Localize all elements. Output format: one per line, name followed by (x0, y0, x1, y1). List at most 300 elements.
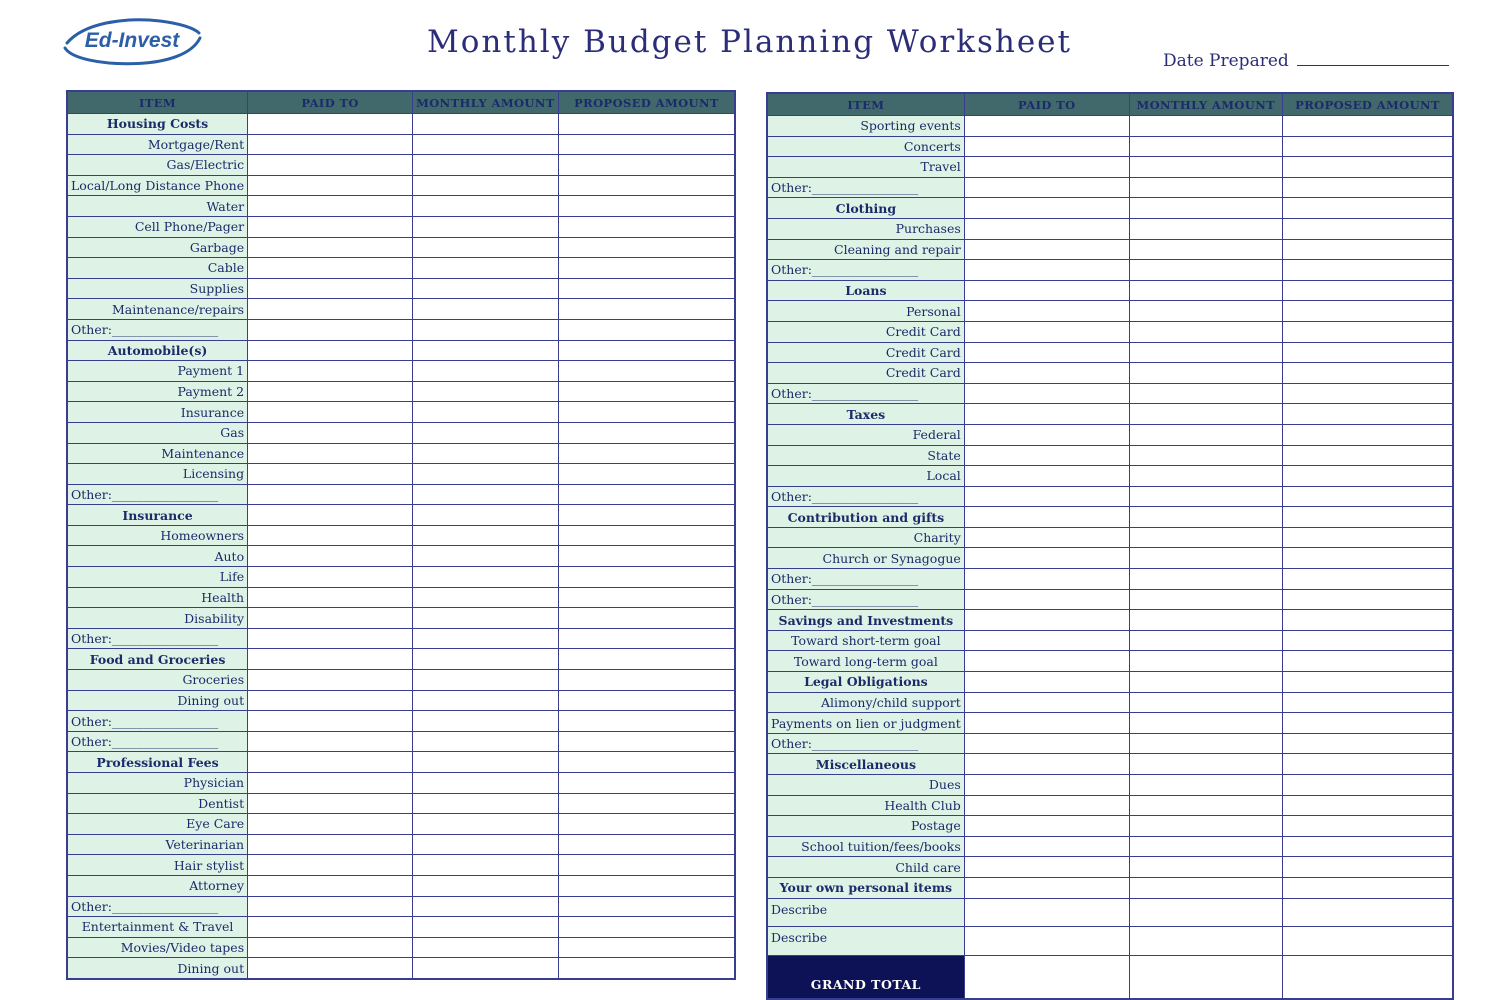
table-row (767, 218, 1453, 239)
monthly-amount-entry-cell[interactable] (413, 670, 559, 691)
paid-to-entry-cell[interactable] (964, 321, 1129, 342)
item-label-cell: Describe (767, 898, 964, 927)
proposed-amount-entry-cell[interactable] (558, 340, 735, 361)
proposed-amount-entry-cell[interactable] (1282, 610, 1453, 631)
monthly-amount-entry-cell[interactable] (413, 834, 559, 855)
paid-to-entry-cell[interactable] (248, 464, 413, 485)
item-label-cell: Health Club (767, 795, 964, 816)
proposed-amount-entry-cell[interactable] (558, 875, 735, 896)
proposed-amount-entry-cell[interactable] (558, 690, 735, 711)
paid-to-entry-cell[interactable] (964, 136, 1129, 157)
monthly-amount-entry-cell[interactable] (413, 340, 559, 361)
proposed-amount-entry-cell[interactable] (1282, 363, 1453, 384)
paid-to-entry-cell[interactable] (248, 608, 413, 629)
grand-total-label: GRAND TOTAL (767, 955, 964, 999)
monthly-amount-entry-cell[interactable] (1129, 610, 1282, 631)
paid-to-entry-cell[interactable] (248, 278, 413, 299)
monthly-amount-entry-cell[interactable] (1129, 630, 1282, 651)
paid-to-entry-cell[interactable] (964, 795, 1129, 816)
proposed-amount-entry-cell[interactable] (558, 628, 735, 649)
proposed-amount-entry-cell[interactable] (558, 711, 735, 732)
monthly-amount-entry-cell[interactable] (413, 855, 559, 876)
paid-to-entry-cell[interactable] (248, 525, 413, 546)
monthly-amount-entry-cell[interactable] (1129, 795, 1282, 816)
item-label-cell: Veterinarian (67, 834, 248, 855)
paid-to-entry-cell[interactable] (248, 937, 413, 958)
proposed-amount-entry-cell[interactable] (558, 237, 735, 258)
monthly-amount-entry-cell[interactable] (1129, 857, 1282, 878)
table-row (67, 525, 735, 546)
monthly-amount-entry-cell[interactable] (413, 258, 559, 279)
paid-to-entry-cell[interactable] (248, 258, 413, 279)
table-row (67, 319, 735, 340)
date-prepared-field[interactable] (1297, 50, 1449, 66)
paid-to-entry-cell[interactable] (248, 175, 413, 196)
proposed-amount-entry-cell[interactable] (1282, 218, 1453, 239)
monthly-amount-entry-cell[interactable] (1129, 955, 1282, 999)
paid-to-entry-cell[interactable] (248, 649, 413, 670)
proposed-amount-entry-cell[interactable] (1282, 321, 1453, 342)
item-label-cell: Personal (767, 301, 964, 322)
paid-to-entry-cell[interactable] (248, 628, 413, 649)
paid-to-entry-cell[interactable] (964, 955, 1129, 999)
table-row (67, 937, 735, 958)
paid-to-entry-cell[interactable] (964, 836, 1129, 857)
proposed-amount-entry-cell[interactable] (1282, 857, 1453, 878)
proposed-amount-entry-cell[interactable] (1282, 260, 1453, 281)
paid-to-entry-cell[interactable] (964, 342, 1129, 363)
monthly-amount-entry-cell[interactable] (1129, 301, 1282, 322)
monthly-amount-entry-cell[interactable] (1129, 548, 1282, 569)
monthly-amount-entry-cell[interactable] (1129, 157, 1282, 178)
monthly-amount-entry-cell[interactable] (413, 690, 559, 711)
paid-to-entry-cell[interactable] (964, 898, 1129, 927)
proposed-amount-entry-cell[interactable] (558, 299, 735, 320)
paid-to-entry-cell[interactable] (248, 773, 413, 794)
paid-to-entry-cell[interactable] (964, 589, 1129, 610)
date-prepared (1163, 50, 1449, 71)
paid-to-entry-cell[interactable] (248, 567, 413, 588)
table-row (67, 567, 735, 588)
paid-to-entry-cell[interactable] (248, 216, 413, 237)
table-row (767, 177, 1453, 198)
monthly-amount-entry-cell[interactable] (1129, 136, 1282, 157)
proposed-amount-entry-cell[interactable] (1282, 239, 1453, 260)
table-row (767, 569, 1453, 590)
paid-to-entry-cell[interactable] (964, 177, 1129, 198)
monthly-amount-entry-cell[interactable] (1129, 466, 1282, 487)
proposed-amount-entry-cell[interactable] (558, 731, 735, 752)
proposed-amount-entry-cell[interactable] (1282, 898, 1453, 927)
paid-to-entry-cell[interactable] (248, 237, 413, 258)
monthly-amount-entry-cell[interactable] (413, 175, 559, 196)
paid-to-entry-cell[interactable] (248, 340, 413, 361)
monthly-amount-entry-cell[interactable] (1129, 672, 1282, 693)
proposed-amount-entry-cell[interactable] (558, 196, 735, 217)
monthly-amount-entry-cell[interactable] (1129, 424, 1282, 445)
proposed-amount-entry-cell[interactable] (558, 422, 735, 443)
paid-to-entry-cell[interactable] (964, 927, 1129, 956)
item-label-cell: Cable (67, 258, 248, 279)
paid-to-entry-cell[interactable] (248, 443, 413, 464)
paid-to-entry-cell[interactable] (248, 917, 413, 938)
proposed-amount-entry-cell[interactable] (558, 443, 735, 464)
proposed-amount-entry-cell[interactable] (558, 649, 735, 670)
paid-to-entry-cell[interactable] (248, 361, 413, 382)
proposed-amount-entry-cell[interactable] (1282, 301, 1453, 322)
monthly-amount-entry-cell[interactable] (413, 216, 559, 237)
monthly-amount-entry-cell[interactable] (413, 731, 559, 752)
monthly-amount-entry-cell[interactable] (413, 711, 559, 732)
paid-to-entry-cell[interactable] (248, 958, 413, 979)
paid-to-entry-cell[interactable] (964, 733, 1129, 754)
table-row (767, 733, 1453, 754)
proposed-amount-entry-cell[interactable] (558, 670, 735, 691)
proposed-amount-entry-cell[interactable] (1282, 383, 1453, 404)
proposed-amount-entry-cell[interactable] (1282, 548, 1453, 569)
proposed-amount-entry-cell[interactable] (558, 484, 735, 505)
paid-to-entry-cell[interactable] (248, 134, 413, 155)
paid-to-entry-cell[interactable] (964, 569, 1129, 590)
proposed-amount-entry-cell[interactable] (558, 958, 735, 979)
item-label-cell: Other:_________________ (767, 733, 964, 754)
table-row (67, 361, 735, 382)
table-row (767, 754, 1453, 775)
item-label-cell: Miscellaneous (767, 754, 964, 775)
proposed-amount-entry-cell[interactable] (558, 319, 735, 340)
paid-to-entry-cell[interactable] (248, 381, 413, 402)
paid-to-entry-cell[interactable] (248, 793, 413, 814)
monthly-amount-entry-cell[interactable] (1129, 198, 1282, 219)
paid-to-entry-cell[interactable] (248, 875, 413, 896)
paid-to-entry-cell[interactable] (248, 196, 413, 217)
monthly-amount-entry-cell[interactable] (413, 814, 559, 835)
table-row (767, 260, 1453, 281)
monthly-amount-entry-cell[interactable] (1129, 177, 1282, 198)
table-row (767, 466, 1453, 487)
monthly-amount-entry-cell[interactable] (1129, 816, 1282, 837)
paid-to-entry-cell[interactable] (964, 218, 1129, 239)
monthly-amount-entry-cell[interactable] (1129, 218, 1282, 239)
table-row (67, 114, 735, 135)
paid-to-entry-cell[interactable] (964, 507, 1129, 528)
proposed-amount-entry-cell[interactable] (558, 608, 735, 629)
item-label-cell: Gas/Electric (67, 155, 248, 176)
proposed-amount-entry-cell[interactable] (558, 505, 735, 526)
monthly-amount-entry-cell[interactable] (413, 299, 559, 320)
paid-to-entry-cell[interactable] (964, 404, 1129, 425)
proposed-amount-entry-cell[interactable] (558, 258, 735, 279)
paid-to-entry-cell[interactable] (248, 731, 413, 752)
proposed-amount-entry-cell[interactable] (1282, 651, 1453, 672)
monthly-amount-entry-cell[interactable] (1129, 280, 1282, 301)
proposed-amount-entry-cell[interactable] (558, 814, 735, 835)
proposed-amount-entry-cell[interactable] (1282, 672, 1453, 693)
paid-to-entry-cell[interactable] (964, 445, 1129, 466)
paid-to-entry-cell[interactable] (964, 466, 1129, 487)
monthly-amount-entry-cell[interactable] (413, 649, 559, 670)
proposed-amount-entry-cell[interactable] (1282, 836, 1453, 857)
paid-to-entry-cell[interactable] (248, 422, 413, 443)
monthly-amount-entry-cell[interactable] (413, 917, 559, 938)
paid-to-entry-cell[interactable] (248, 814, 413, 835)
proposed-amount-entry-cell[interactable] (1282, 877, 1453, 898)
proposed-amount-entry-cell[interactable] (558, 834, 735, 855)
item-label-cell: Clothing (767, 198, 964, 219)
monthly-amount-entry-cell[interactable] (413, 114, 559, 135)
monthly-amount-entry-cell[interactable] (413, 443, 559, 464)
item-label-cell: Federal (767, 424, 964, 445)
item-label-cell: Entertainment & Travel (67, 917, 248, 938)
proposed-amount-entry-cell[interactable] (1282, 754, 1453, 775)
paid-to-entry-cell[interactable] (248, 896, 413, 917)
monthly-amount-entry-cell[interactable] (413, 773, 559, 794)
monthly-amount-entry-cell[interactable] (413, 525, 559, 546)
proposed-amount-entry-cell[interactable] (1282, 527, 1453, 548)
paid-to-entry-cell[interactable] (964, 301, 1129, 322)
paid-to-entry-cell[interactable] (964, 713, 1129, 734)
paid-to-entry-cell[interactable] (964, 116, 1129, 137)
monthly-amount-entry-cell[interactable] (1129, 404, 1282, 425)
column-header: MONTHLY AMOUNT (1129, 93, 1282, 116)
paid-to-entry-cell[interactable] (248, 711, 413, 732)
monthly-amount-entry-cell[interactable] (1129, 651, 1282, 672)
monthly-amount-entry-cell[interactable] (413, 278, 559, 299)
monthly-amount-entry-cell[interactable] (1129, 260, 1282, 281)
paid-to-entry-cell[interactable] (248, 855, 413, 876)
monthly-amount-entry-cell[interactable] (413, 505, 559, 526)
proposed-amount-entry-cell[interactable] (1282, 466, 1453, 487)
proposed-amount-entry-cell[interactable] (1282, 280, 1453, 301)
proposed-amount-entry-cell[interactable] (1282, 342, 1453, 363)
proposed-amount-entry-cell[interactable] (1282, 713, 1453, 734)
paid-to-entry-cell[interactable] (964, 383, 1129, 404)
paid-to-entry-cell[interactable] (248, 299, 413, 320)
monthly-amount-entry-cell[interactable] (1129, 877, 1282, 898)
proposed-amount-entry-cell[interactable] (558, 546, 735, 567)
proposed-amount-entry-cell[interactable] (558, 114, 735, 135)
paid-to-entry-cell[interactable] (964, 651, 1129, 672)
monthly-amount-entry-cell[interactable] (413, 896, 559, 917)
monthly-amount-entry-cell[interactable] (413, 381, 559, 402)
monthly-amount-entry-cell[interactable] (413, 319, 559, 340)
table-row (67, 340, 735, 361)
paid-to-entry-cell[interactable] (964, 527, 1129, 548)
paid-to-entry-cell[interactable] (964, 630, 1129, 651)
proposed-amount-entry-cell[interactable] (1282, 424, 1453, 445)
proposed-amount-entry-cell[interactable] (558, 525, 735, 546)
paid-to-entry-cell[interactable] (248, 670, 413, 691)
proposed-amount-entry-cell[interactable] (558, 773, 735, 794)
paid-to-entry-cell[interactable] (964, 157, 1129, 178)
table-row (767, 548, 1453, 569)
paid-to-entry-cell[interactable] (248, 834, 413, 855)
item-label-cell: Charity (767, 527, 964, 548)
monthly-amount-entry-cell[interactable] (1129, 342, 1282, 363)
monthly-amount-entry-cell[interactable] (1129, 713, 1282, 734)
proposed-amount-entry-cell[interactable] (558, 752, 735, 773)
proposed-amount-entry-cell[interactable] (558, 278, 735, 299)
paid-to-entry-cell[interactable] (248, 752, 413, 773)
proposed-amount-entry-cell[interactable] (558, 917, 735, 938)
paid-to-entry-cell[interactable] (964, 424, 1129, 445)
monthly-amount-entry-cell[interactable] (1129, 692, 1282, 713)
monthly-amount-entry-cell[interactable] (413, 875, 559, 896)
paid-to-entry-cell[interactable] (964, 877, 1129, 898)
paid-to-entry-cell[interactable] (248, 319, 413, 340)
monthly-amount-entry-cell[interactable] (1129, 363, 1282, 384)
item-label-cell: Contribution and gifts (767, 507, 964, 528)
column-header: PROPOSED AMOUNT (558, 91, 735, 114)
proposed-amount-entry-cell[interactable] (1282, 136, 1453, 157)
proposed-amount-entry-cell[interactable] (1282, 177, 1453, 198)
monthly-amount-entry-cell[interactable] (1129, 898, 1282, 927)
proposed-amount-entry-cell[interactable] (1282, 733, 1453, 754)
proposed-amount-entry-cell[interactable] (1282, 630, 1453, 651)
table-row (67, 958, 735, 979)
monthly-amount-entry-cell[interactable] (413, 484, 559, 505)
monthly-amount-entry-cell[interactable] (413, 134, 559, 155)
monthly-amount-entry-cell[interactable] (413, 752, 559, 773)
paid-to-entry-cell[interactable] (964, 775, 1129, 796)
proposed-amount-entry-cell[interactable] (558, 155, 735, 176)
proposed-amount-entry-cell[interactable] (1282, 795, 1453, 816)
table-row (67, 587, 735, 608)
proposed-amount-entry-cell[interactable] (558, 361, 735, 382)
monthly-amount-entry-cell[interactable] (1129, 239, 1282, 260)
monthly-amount-entry-cell[interactable] (413, 567, 559, 588)
column-header: MONTHLY AMOUNT (413, 91, 559, 114)
monthly-amount-entry-cell[interactable] (413, 402, 559, 423)
proposed-amount-entry-cell[interactable] (1282, 955, 1453, 999)
paid-to-entry-cell[interactable] (248, 690, 413, 711)
monthly-amount-entry-cell[interactable] (1129, 445, 1282, 466)
proposed-amount-entry-cell[interactable] (558, 896, 735, 917)
proposed-amount-entry-cell[interactable] (1282, 589, 1453, 610)
proposed-amount-entry-cell[interactable] (558, 464, 735, 485)
monthly-amount-entry-cell[interactable] (413, 422, 559, 443)
proposed-amount-entry-cell[interactable] (1282, 486, 1453, 507)
proposed-amount-entry-cell[interactable] (1282, 507, 1453, 528)
monthly-amount-entry-cell[interactable] (413, 628, 559, 649)
paid-to-entry-cell[interactable] (248, 587, 413, 608)
table-row (767, 816, 1453, 837)
monthly-amount-entry-cell[interactable] (413, 464, 559, 485)
monthly-amount-entry-cell[interactable] (413, 937, 559, 958)
paid-to-entry-cell[interactable] (964, 857, 1129, 878)
monthly-amount-entry-cell[interactable] (413, 793, 559, 814)
proposed-amount-entry-cell[interactable] (1282, 157, 1453, 178)
monthly-amount-entry-cell[interactable] (1129, 836, 1282, 857)
paid-to-entry-cell[interactable] (964, 363, 1129, 384)
table-row (67, 196, 735, 217)
item-label-cell: Savings and Investments (767, 610, 964, 631)
paid-to-entry-cell[interactable] (964, 816, 1129, 837)
monthly-amount-entry-cell[interactable] (1129, 733, 1282, 754)
monthly-amount-entry-cell[interactable] (413, 587, 559, 608)
table-row (767, 136, 1453, 157)
paid-to-entry-cell[interactable] (964, 610, 1129, 631)
item-label-cell: Garbage (67, 237, 248, 258)
monthly-amount-entry-cell[interactable] (413, 608, 559, 629)
monthly-amount-entry-cell[interactable] (413, 958, 559, 979)
proposed-amount-entry-cell[interactable] (1282, 445, 1453, 466)
paid-to-entry-cell[interactable] (964, 548, 1129, 569)
proposed-amount-entry-cell[interactable] (558, 793, 735, 814)
monthly-amount-entry-cell[interactable] (413, 546, 559, 567)
item-label-cell: Maintenance/repairs (67, 299, 248, 320)
monthly-amount-entry-cell[interactable] (1129, 321, 1282, 342)
proposed-amount-entry-cell[interactable] (1282, 569, 1453, 590)
proposed-amount-entry-cell[interactable] (1282, 692, 1453, 713)
table-row (67, 875, 735, 896)
proposed-amount-entry-cell[interactable] (558, 937, 735, 958)
monthly-amount-entry-cell[interactable] (1129, 927, 1282, 956)
monthly-amount-entry-cell[interactable] (1129, 527, 1282, 548)
monthly-amount-entry-cell[interactable] (1129, 589, 1282, 610)
item-label-cell: Other:_________________ (767, 260, 964, 281)
monthly-amount-entry-cell[interactable] (413, 155, 559, 176)
proposed-amount-entry-cell[interactable] (558, 175, 735, 196)
proposed-amount-entry-cell[interactable] (1282, 927, 1453, 956)
monthly-amount-entry-cell[interactable] (1129, 507, 1282, 528)
paid-to-entry-cell[interactable] (248, 155, 413, 176)
table-row (767, 383, 1453, 404)
proposed-amount-entry-cell[interactable] (558, 216, 735, 237)
paid-to-entry-cell[interactable] (964, 280, 1129, 301)
proposed-amount-entry-cell[interactable] (1282, 116, 1453, 137)
monthly-amount-entry-cell[interactable] (1129, 486, 1282, 507)
paid-to-entry-cell[interactable] (248, 505, 413, 526)
proposed-amount-entry-cell[interactable] (558, 567, 735, 588)
paid-to-entry-cell[interactable] (248, 114, 413, 135)
table-row (67, 402, 735, 423)
proposed-amount-entry-cell[interactable] (1282, 775, 1453, 796)
proposed-amount-entry-cell[interactable] (1282, 816, 1453, 837)
item-label-cell: Payment 2 (67, 381, 248, 402)
proposed-amount-entry-cell[interactable] (558, 587, 735, 608)
monthly-amount-entry-cell[interactable] (1129, 754, 1282, 775)
proposed-amount-entry-cell[interactable] (558, 381, 735, 402)
monthly-amount-entry-cell[interactable] (413, 361, 559, 382)
paid-to-entry-cell[interactable] (964, 260, 1129, 281)
proposed-amount-entry-cell[interactable] (558, 855, 735, 876)
monthly-amount-entry-cell[interactable] (1129, 775, 1282, 796)
item-label-cell: Alimony/child support (767, 692, 964, 713)
proposed-amount-entry-cell[interactable] (558, 134, 735, 155)
paid-to-entry-cell[interactable] (964, 692, 1129, 713)
item-label-cell: Describe (767, 927, 964, 956)
proposed-amount-entry-cell[interactable] (558, 402, 735, 423)
paid-to-entry-cell[interactable] (248, 546, 413, 567)
item-label-cell: Supplies (67, 278, 248, 299)
paid-to-entry-cell[interactable] (964, 672, 1129, 693)
paid-to-entry-cell[interactable] (964, 486, 1129, 507)
paid-to-entry-cell[interactable] (964, 239, 1129, 260)
grand-total-row (767, 955, 1453, 999)
monthly-amount-entry-cell[interactable] (1129, 116, 1282, 137)
monthly-amount-entry-cell[interactable] (1129, 383, 1282, 404)
monthly-amount-entry-cell[interactable] (413, 196, 559, 217)
paid-to-entry-cell[interactable] (248, 402, 413, 423)
paid-to-entry-cell[interactable] (248, 484, 413, 505)
proposed-amount-entry-cell[interactable] (1282, 198, 1453, 219)
proposed-amount-entry-cell[interactable] (1282, 404, 1453, 425)
paid-to-entry-cell[interactable] (964, 754, 1129, 775)
paid-to-entry-cell[interactable] (964, 198, 1129, 219)
monthly-amount-entry-cell[interactable] (1129, 569, 1282, 590)
monthly-amount-entry-cell[interactable] (413, 237, 559, 258)
